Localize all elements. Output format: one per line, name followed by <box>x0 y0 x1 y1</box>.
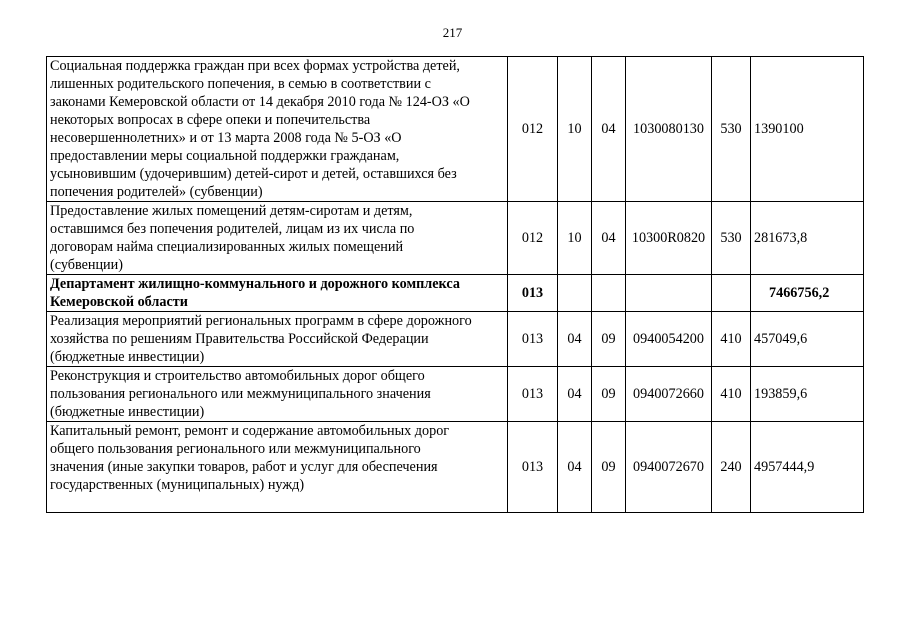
description-line: Предоставление жилых помещений детям-сиротам и детям, <box>50 203 413 219</box>
ministry-code-cell: 013 <box>508 275 558 312</box>
description-line: некоторых вопросах в сфере опеки и попечительства <box>50 112 371 128</box>
subsection-code-cell: 04 <box>592 57 626 202</box>
description-line <box>50 494 504 512</box>
table-row <box>47 202 864 275</box>
description-line: законами Кемеровской области от 14 декабря 2010 года № 124-ОЗ «О <box>50 94 470 110</box>
section-code-cell: 10 <box>558 202 592 275</box>
description-cell <box>47 312 508 367</box>
description-line: предоставлении меры социальной поддержки гражданам, <box>50 148 400 164</box>
target-article-cell: 0940072670 <box>626 422 712 513</box>
ministry-code-cell: 013 <box>508 422 558 513</box>
amount-cell: 1390100 <box>751 57 864 202</box>
description-line: несовершеннолетних» и от 13 марта 2008 года № 5-ОЗ «О <box>50 130 402 146</box>
description-line: лишенных родительского попечения, в семью в соответствии с <box>50 76 431 92</box>
section-code-cell: 04 <box>558 422 592 513</box>
budget-table <box>46 56 864 513</box>
expense-type-cell: 240 <box>712 422 751 513</box>
description-line: оставшимся без попечения родителей, лицам из их числа по <box>50 221 415 237</box>
expense-type-cell <box>712 275 751 312</box>
description-line: Департамент жилищно-коммунального и дорожного комплекса <box>50 276 460 292</box>
expense-type-cell: 410 <box>712 367 751 422</box>
description-line: (бюджетные инвестиции) <box>50 349 205 365</box>
description-line: пользования регионального или межмуниципального значения <box>50 386 431 402</box>
description-cell <box>47 275 508 312</box>
amount-cell: 281673,8 <box>751 202 864 275</box>
expense-type-cell: 410 <box>712 312 751 367</box>
subsection-code-cell: 09 <box>592 422 626 513</box>
table-row <box>47 422 864 513</box>
target-article-cell: 0940054200 <box>626 312 712 367</box>
subsection-code-cell: 04 <box>592 202 626 275</box>
description-line: общего пользования регионального или межмуниципального <box>50 441 421 457</box>
target-article-cell: 10300R0820 <box>626 202 712 275</box>
description-cell <box>47 202 508 275</box>
amount-cell: 7466756,2 <box>751 275 864 312</box>
ministry-code-cell: 012 <box>508 57 558 202</box>
section-code-cell: 10 <box>558 57 592 202</box>
section-code-cell: 04 <box>558 367 592 422</box>
table-row <box>47 275 864 312</box>
amount-cell: 193859,6 <box>751 367 864 422</box>
target-article-cell: 0940072660 <box>626 367 712 422</box>
description-line: Реконструкция и строительство автомобильных дорог общего <box>50 368 425 384</box>
table-row <box>47 57 864 202</box>
subsection-code-cell <box>592 275 626 312</box>
table-row <box>47 312 864 367</box>
description-line: (бюджетные инвестиции) <box>50 404 205 420</box>
subsection-code-cell: 09 <box>592 312 626 367</box>
target-article-cell: 1030080130 <box>626 57 712 202</box>
subsection-code-cell: 09 <box>592 367 626 422</box>
description-line: усыновившим (удочерившим) детей-сирот и детей, оставшихся без <box>50 166 457 182</box>
description-line: Капитальный ремонт, ремонт и содержание автомобильных дорог <box>50 423 450 439</box>
amount-cell: 457049,6 <box>751 312 864 367</box>
expense-type-cell: 530 <box>712 57 751 202</box>
table-body <box>47 57 864 513</box>
description-line: Реализация мероприятий региональных программ в сфере дорожного <box>50 313 472 329</box>
description-line: договорам найма специализированных жилых помещений <box>50 239 404 255</box>
ministry-code-cell: 012 <box>508 202 558 275</box>
description-cell <box>47 57 508 202</box>
description-line: Социальная поддержка граждан при всех формах устройства детей, <box>50 58 460 74</box>
description-line: хозяйства по решениям Правительства Российской Федерации <box>50 331 429 347</box>
expense-type-cell: 530 <box>712 202 751 275</box>
section-code-cell: 04 <box>558 312 592 367</box>
section-code-cell <box>558 275 592 312</box>
page-number: 217 <box>442 25 463 40</box>
description-line: государственных (муниципальных) нужд) <box>50 477 305 493</box>
description-cell <box>47 422 508 513</box>
amount-cell: 4957444,9 <box>751 422 864 513</box>
description-line: попечения родителей» (субвенции) <box>50 184 263 200</box>
table-row <box>47 367 864 422</box>
description-line: значения (иные закупки товаров, работ и услуг для обеспечения <box>50 459 438 475</box>
description-line: (субвенции) <box>50 257 123 273</box>
ministry-code-cell: 013 <box>508 367 558 422</box>
description-line: Кемеровской области <box>50 294 188 310</box>
target-article-cell <box>626 275 712 312</box>
ministry-code-cell: 013 <box>508 312 558 367</box>
description-cell <box>47 367 508 422</box>
